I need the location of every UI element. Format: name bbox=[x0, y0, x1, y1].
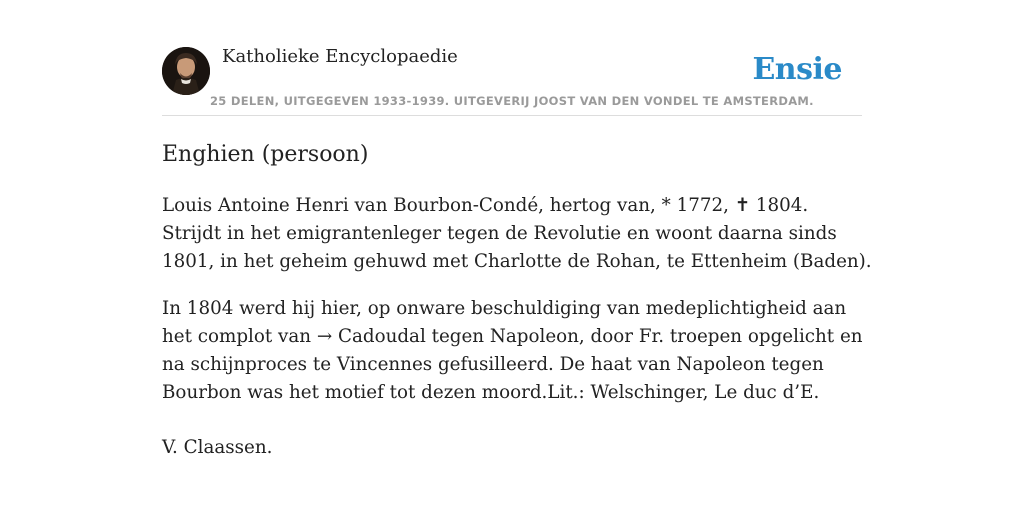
article-title: Enghien (persoon) bbox=[162, 142, 369, 167]
article-paragraph-1: Louis Antoine Henri van Bourbon-Condé, hertog van, * 1772, ✝ 1804. Strijdt in het emigrantenleger tegen de Revolutie en woont daarna sinds 1801, in het geheim gehuwd met Charlotte de Rohan, te Ettenheim (Baden). bbox=[162, 195, 872, 272]
brand-logo-link[interactable]: Ensie bbox=[752, 52, 842, 87]
site-header bbox=[162, 44, 862, 116]
publication-avatar[interactable] bbox=[162, 47, 210, 95]
publication-title[interactable]: Katholieke Encyclopaedie bbox=[222, 46, 458, 67]
article bbox=[162, 140, 872, 481]
portrait-icon bbox=[162, 47, 210, 95]
publication-subtitle: 25 DELEN, UITGEGEVEN 1933-1939. UITGEVERIJ JOOST VAN DEN VONDEL TE AMSTERDAM. bbox=[210, 94, 814, 108]
article-paragraph-2: In 1804 werd hij hier, op onware beschuldiging van medeplichtigheid aan het complot van → Cadoudal tegen Napoleon, door Fr. troepen opgelicht en na schijnproces te Vincennes gefusilleerd. De haat van Napoleon tegen Bourbon was het motief tot dezen moord.Lit.: Welschinger, Le duc d’E. bbox=[162, 298, 863, 403]
article-author: V. Claassen. bbox=[162, 437, 273, 458]
